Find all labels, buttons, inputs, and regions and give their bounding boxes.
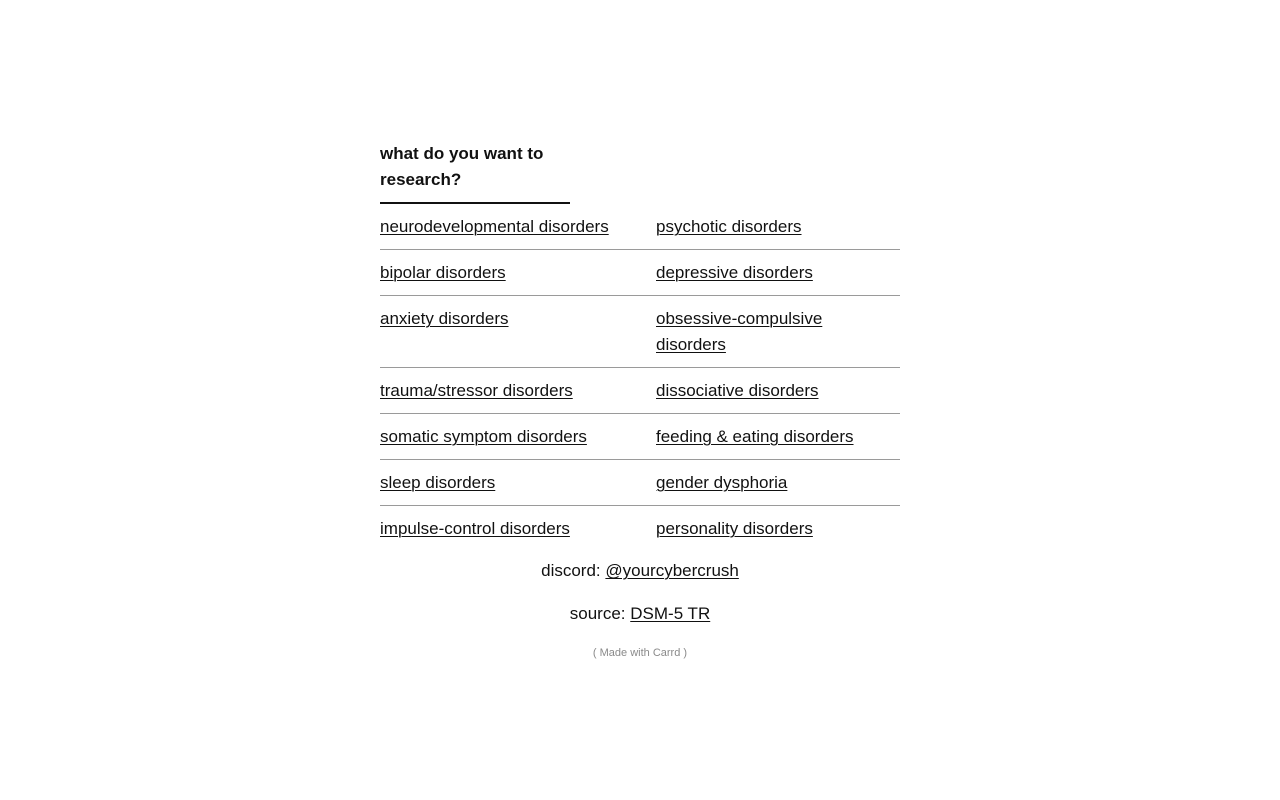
topics-table [380,204,900,551]
topics-row [380,368,900,414]
topic-link-trauma-stressor[interactable]: trauma/stressor disorders [380,381,573,400]
topics-row [380,414,900,460]
topic-link-psychotic[interactable]: psychotic disorders [656,217,802,236]
topic-link-impulse-control[interactable]: impulse-control disorders [380,519,570,538]
topics-row [380,506,900,552]
topic-link-feeding-eating[interactable]: feeding & eating disorders [656,427,854,446]
topic-link-dissociative[interactable]: dissociative disorders [656,381,819,400]
topic-link-neurodevelopmental[interactable]: neurodevelopmental disorders [380,217,609,236]
discord-line [0,561,1280,581]
topic-link-personality[interactable]: personality disorders [656,519,813,538]
topic-link-gender-dysphoria[interactable]: gender dysphoria [656,473,788,492]
source-label: source: [569,604,626,623]
content-panel [380,141,900,551]
made-with-carrd-credit[interactable] [0,647,1280,659]
page-heading: what do you want to research? [380,141,570,204]
topics-row [380,204,900,250]
discord-label: discord: [541,561,601,580]
source-line [0,604,1280,624]
made-with-carrd-text[interactable]: ( Made with Carrd ) [592,647,688,659]
topic-link-bipolar[interactable]: bipolar disorders [380,263,506,282]
topic-link-somatic-symptom[interactable]: somatic symptom disorders [380,427,587,446]
topic-link-depressive[interactable]: depressive disorders [656,263,813,282]
topics-row [380,250,900,296]
discord-handle-link[interactable]: @yourcybercrush [605,561,739,580]
topic-link-sleep[interactable]: sleep disorders [380,473,496,492]
topic-link-obsessive-compulsive[interactable]: obsessive-compulsive disorders [656,309,823,354]
topics-row [380,460,900,506]
source-link[interactable]: DSM-5 TR [630,604,711,623]
topics-row [380,296,900,368]
topic-link-anxiety[interactable]: anxiety disorders [380,309,509,328]
